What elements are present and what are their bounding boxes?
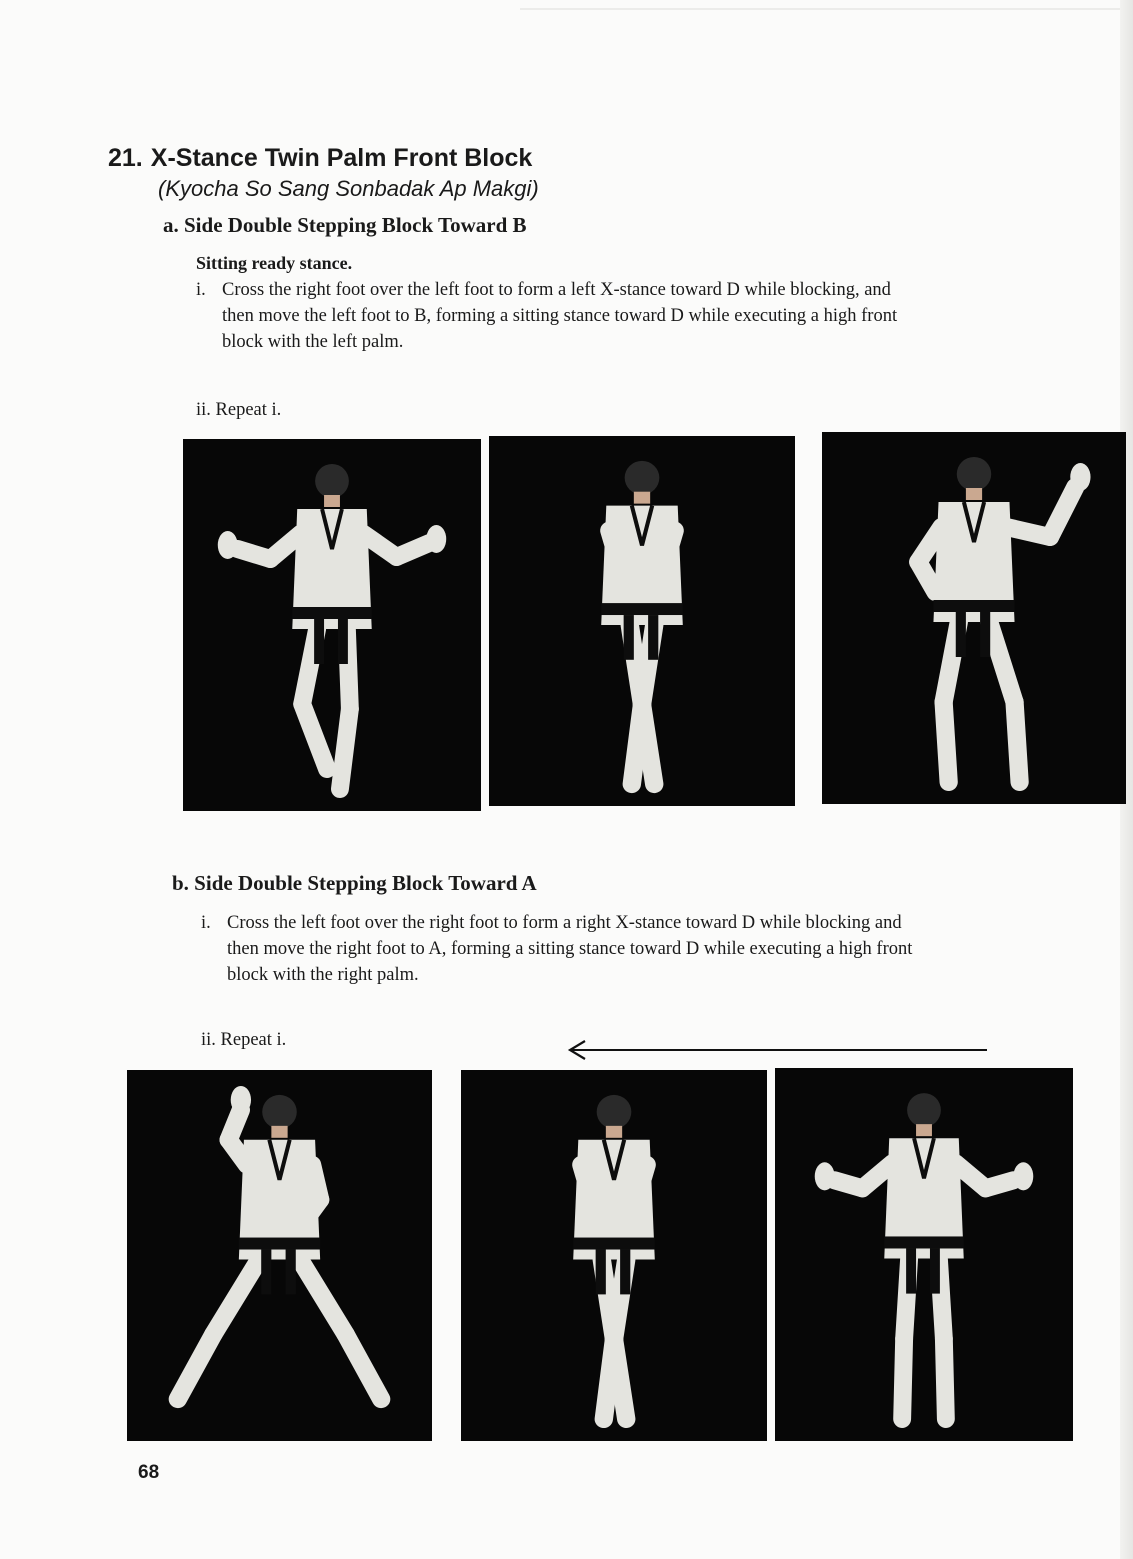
martial-artist-figure xyxy=(461,1070,767,1441)
martial-artist-figure xyxy=(183,439,481,811)
martial-artist-figure xyxy=(822,432,1126,804)
direction-arrow-icon xyxy=(565,1038,990,1062)
martial-artist-figure xyxy=(489,436,795,806)
step-marker: i. xyxy=(196,280,206,300)
photo-step-a-3 xyxy=(822,432,1126,804)
heading-number: 21. xyxy=(108,144,143,172)
subsection-a-title: a. Side Double Stepping Block Toward B xyxy=(163,213,527,237)
step-marker: ii. xyxy=(201,1030,216,1050)
photo-step-b-2 xyxy=(461,1070,767,1441)
martial-artist-figure xyxy=(127,1070,432,1441)
instruction-step xyxy=(201,910,927,988)
step-text: Repeat i. xyxy=(215,400,282,420)
photo-step-a-2 xyxy=(489,436,795,806)
section-heading xyxy=(108,144,532,173)
photo-step-b-1 xyxy=(127,1070,432,1441)
photo-step-a-1 xyxy=(183,439,481,811)
step-marker: ii. xyxy=(196,400,211,420)
step-marker: i. xyxy=(201,913,211,933)
scan-edge-line xyxy=(520,8,1120,10)
korean-name-subtitle: (Kyocha So Sang Sonbadak Ap Makgi) xyxy=(158,176,539,201)
subsection-b-title: b. Side Double Stepping Block Toward A xyxy=(172,871,537,895)
photo-step-b-3 xyxy=(775,1068,1073,1441)
starting-stance-label: Sitting ready stance. xyxy=(196,253,353,273)
martial-artist-figure xyxy=(775,1068,1073,1441)
step-text: Cross the right foot over the left foot to form a left X-stance toward D while blocking, and then move the left foot to B, forming a sitting stance toward D while executing a high front block with the left palm. xyxy=(222,280,898,352)
step-text: Cross the left foot over the right foot to form a right X-stance toward D while blocking and then move the right foot to A, forming a sitting stance toward D while executing a high front block with the right palm. xyxy=(227,913,913,985)
page-number: 68 xyxy=(138,1462,160,1483)
heading-title: X-Stance Twin Palm Front Block xyxy=(150,144,533,172)
instruction-step xyxy=(196,397,896,423)
step-text: Repeat i. xyxy=(220,1030,287,1050)
instruction-step xyxy=(196,277,922,355)
